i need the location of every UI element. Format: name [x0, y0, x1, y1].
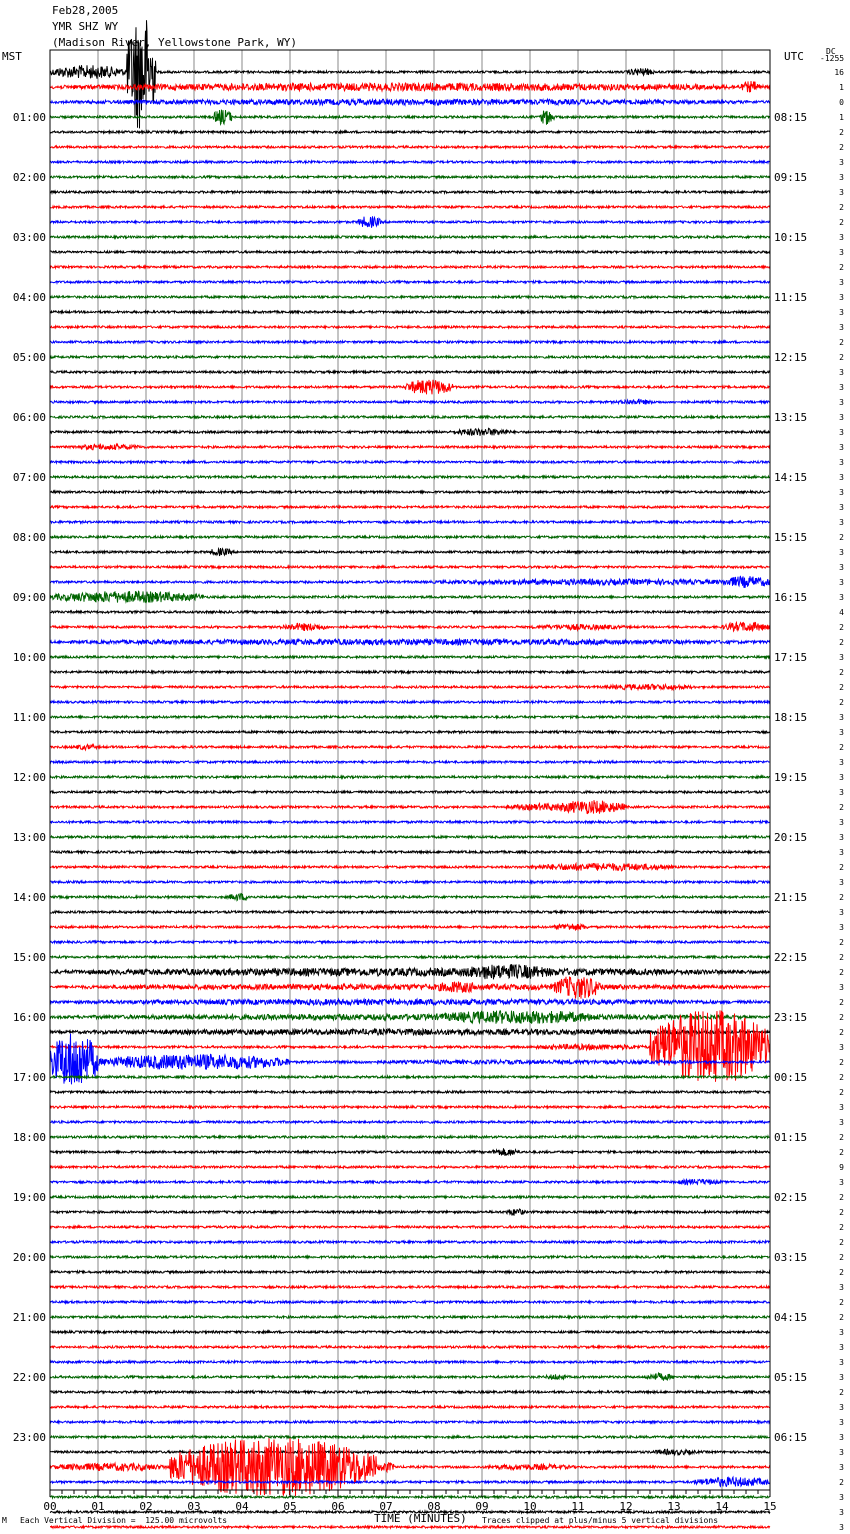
seismic-traces	[50, 20, 770, 1528]
trace-row	[50, 1010, 770, 1081]
right-hour-label: 04:15	[774, 1311, 808, 1324]
trace-row	[50, 1241, 770, 1243]
trace-row	[50, 326, 770, 328]
dc-offset-value: 2	[839, 893, 844, 902]
dc-offset-value: 3	[839, 383, 844, 392]
trace-row	[50, 1121, 770, 1123]
trace-row	[50, 1106, 770, 1108]
dc-offset-value: 3	[839, 278, 844, 287]
left-hour-label: 11:00	[12, 711, 46, 724]
x-tick-label: 02	[139, 1500, 153, 1513]
dc-offset-value: 2	[839, 1058, 844, 1067]
dc-offset-value: 4	[839, 608, 844, 617]
x-tick-label: 13	[667, 1500, 681, 1513]
right-hour-label: 18:15	[774, 711, 808, 724]
dc-offset-value: 3	[839, 1403, 844, 1412]
x-tick-label: 08	[427, 1500, 441, 1513]
left-hour-label: 02:00	[12, 171, 46, 184]
trace-row	[50, 1256, 770, 1258]
right-hour-label: 23:15	[774, 1011, 808, 1024]
trace-row	[50, 1226, 770, 1228]
dc-offset-value: 3	[839, 1343, 844, 1352]
dc-offset-value: 3	[839, 563, 844, 572]
trace-row	[50, 380, 770, 395]
right-hour-label: 09:15	[774, 171, 808, 184]
dc-offset-value: 2	[839, 623, 844, 632]
trace-row	[50, 1271, 770, 1273]
right-hour-label: 10:15	[774, 231, 808, 244]
trace-row	[50, 576, 770, 588]
dc-offset-value: 2	[839, 1013, 844, 1022]
right-hour-label: 13:15	[774, 411, 808, 424]
left-hour-label: 03:00	[12, 231, 46, 244]
trace-row	[50, 281, 770, 283]
dc-offset-value: 2	[839, 1073, 844, 1082]
trace-row	[50, 536, 770, 538]
dc-offset-value: 3	[839, 728, 844, 737]
dc-offset-value: 2	[839, 1208, 844, 1217]
dc-offset-value: 3	[839, 1523, 844, 1532]
left-hour-label: 19:00	[12, 1191, 46, 1204]
dc-offset-value: 3	[839, 428, 844, 437]
trace-row	[50, 216, 770, 227]
left-hour-label: 08:00	[12, 531, 46, 544]
right-hour-label: 12:15	[774, 351, 808, 364]
trace-row	[50, 399, 770, 404]
dc-offset-value: 3	[839, 908, 844, 917]
trace-row	[50, 176, 770, 178]
dc-offset-value: 3	[839, 758, 844, 767]
trace-row	[50, 566, 770, 568]
trace-row	[50, 956, 770, 958]
dc-offset-value: 3	[839, 773, 844, 782]
trace-row	[50, 1136, 770, 1138]
trace-row	[50, 1436, 770, 1438]
trace-row	[50, 1316, 770, 1318]
dc-offset-value: 2	[839, 683, 844, 692]
dc-offset-value: 3	[839, 1358, 844, 1367]
dc-offset-value: 3	[839, 1508, 844, 1517]
dc-offset-value: 2	[839, 743, 844, 752]
trace-row	[50, 745, 770, 751]
x-tick-label: 15	[763, 1500, 777, 1513]
dc-offset-value: 3	[839, 443, 844, 452]
trace-row	[50, 761, 770, 763]
dc-offset-value: 2	[839, 143, 844, 152]
trace-row	[50, 131, 770, 133]
trace-row	[50, 161, 770, 163]
dc-offset-value: 3	[839, 1283, 844, 1292]
trace-row	[50, 731, 770, 733]
right-hour-label: 19:15	[774, 771, 808, 784]
dc-offset-value: 3	[839, 818, 844, 827]
x-tick-label: 07	[379, 1500, 393, 1513]
right-hour-label: 15:15	[774, 531, 808, 544]
left-hour-label: 23:00	[12, 1431, 46, 1444]
dc-offset-value: 16	[834, 68, 844, 77]
left-hour-label: 09:00	[12, 591, 46, 604]
trace-row	[50, 1148, 770, 1156]
dc-offset-value: 3	[839, 518, 844, 527]
dc-offset-value: 2	[839, 1298, 844, 1307]
left-hour-label: 01:00	[12, 111, 46, 124]
right-hour-label: 21:15	[774, 891, 808, 904]
trace-row	[50, 591, 770, 603]
trace-row	[50, 1373, 770, 1381]
right-hour-label: 20:15	[774, 831, 808, 844]
trace-row	[50, 110, 770, 125]
x-tick-label: 06	[331, 1500, 345, 1513]
trace-row	[50, 266, 770, 268]
trace-row	[50, 491, 770, 493]
dc-offset-value: 3	[839, 503, 844, 512]
trace-row	[50, 476, 770, 478]
dc-offset-value: 2	[839, 1133, 844, 1142]
trace-row	[50, 429, 770, 436]
dc-offset-value: 2	[839, 1088, 844, 1097]
x-tick-label: 09	[475, 1500, 489, 1513]
dc-offset-value: 3	[839, 1448, 844, 1457]
left-hour-label: 21:00	[12, 1311, 46, 1324]
trace-row	[50, 1286, 770, 1288]
right-hour-label: 01:15	[774, 1131, 808, 1144]
x-tick-label: 00	[43, 1500, 57, 1513]
dc-offset-value: 3	[839, 398, 844, 407]
trace-row	[50, 800, 770, 814]
dc-offset-value: 1	[839, 113, 844, 122]
corner-mark: M	[2, 1516, 7, 1525]
dc-offset-value: 3	[839, 1118, 844, 1127]
dc-offset-value: 2	[839, 1253, 844, 1262]
trace-row	[50, 1011, 770, 1024]
dc-label: DC	[826, 47, 836, 56]
trace-row	[50, 251, 770, 253]
trace-row	[50, 716, 770, 718]
trace-row	[50, 1076, 770, 1078]
x-tick-label: 14	[715, 1500, 729, 1513]
right-hour-label: 11:15	[774, 291, 808, 304]
dc-offset-value: 2	[839, 863, 844, 872]
trace-row	[50, 146, 770, 148]
dc-offset-value: 3	[839, 1178, 844, 1187]
trace-row	[50, 416, 770, 418]
dc-offset-value: 0	[839, 98, 844, 107]
dc-offset-value: 2	[839, 218, 844, 227]
left-hour-label: 20:00	[12, 1251, 46, 1264]
dc-offset-value: 3	[839, 1493, 844, 1502]
left-hour-label: 06:00	[12, 411, 46, 424]
right-hour-label: 05:15	[774, 1371, 808, 1384]
trace-row	[50, 911, 770, 913]
dc-offset-value: 3	[839, 1463, 844, 1472]
x-tick-label: 03	[187, 1500, 201, 1513]
trace-row	[50, 1391, 770, 1393]
hour-labels	[13, 68, 844, 1532]
dc-offset-value: 3	[839, 983, 844, 992]
scale-note: Each Vertical Division = 125.00 microvolts	[20, 1516, 228, 1525]
dc-offset-value: 3	[839, 848, 844, 857]
dc-offset-value: 3	[839, 233, 844, 242]
trace-row	[50, 821, 770, 823]
trace-row	[50, 851, 770, 853]
left-hour-label: 14:00	[12, 891, 46, 904]
trace-row	[50, 311, 770, 313]
dc-offset-value: 2	[839, 638, 844, 647]
dc-offset-value: 3	[839, 1373, 844, 1382]
trace-row	[50, 656, 770, 658]
dc-offset-value: 2	[839, 998, 844, 1007]
dc-offset-value: 2	[839, 353, 844, 362]
left-hour-label: 10:00	[12, 651, 46, 664]
x-tick-label: 04	[235, 1500, 249, 1513]
dc-offset-value: 3	[839, 878, 844, 887]
x-tick-label: 05	[283, 1500, 297, 1513]
trace-row	[50, 701, 770, 703]
trace-row	[50, 999, 770, 1005]
dc-offset-value: 2	[839, 1028, 844, 1037]
dc-offset-top: -1255	[820, 54, 845, 63]
trace-row	[50, 639, 770, 645]
dc-offset-value: 3	[839, 923, 844, 932]
dc-offset-value: 3	[839, 1103, 844, 1112]
dc-offset-value: 9	[839, 1163, 844, 1172]
trace-row	[50, 356, 770, 358]
x-tick-label: 12	[619, 1500, 633, 1513]
left-hour-label: 15:00	[12, 951, 46, 964]
dc-offset-value: 2	[839, 263, 844, 272]
dc-offset-value: 3	[839, 788, 844, 797]
dc-offset-value: 2	[839, 338, 844, 347]
dc-offset-value: 3	[839, 1433, 844, 1442]
trace-row	[50, 941, 770, 943]
right-zone-label: UTC	[784, 50, 804, 63]
trace-row	[50, 611, 770, 613]
dc-offset-value: 3	[839, 308, 844, 317]
trace-row	[50, 371, 770, 373]
dc-offset-value: 2	[839, 1223, 844, 1232]
right-hour-label: 16:15	[774, 591, 808, 604]
dc-offset-value: 2	[839, 203, 844, 212]
trace-row	[50, 1331, 770, 1333]
trace-row	[50, 444, 770, 450]
header-date: Feb28,2005	[52, 4, 119, 17]
trace-row	[50, 99, 770, 105]
dc-offset-value: 2	[839, 1388, 844, 1397]
trace-row	[50, 1526, 770, 1528]
dc-offset-value: 3	[839, 653, 844, 662]
dc-offset-value: 2	[839, 533, 844, 542]
trace-row	[50, 1449, 770, 1455]
left-hour-label: 16:00	[12, 1011, 46, 1024]
dc-offset-value: 3	[839, 578, 844, 587]
trace-row	[50, 881, 770, 883]
trace-row	[50, 1421, 770, 1423]
dc-offset-value: 2	[839, 1478, 844, 1487]
trace-row	[50, 1361, 770, 1363]
trace-row	[50, 684, 770, 690]
right-hour-label: 08:15	[774, 111, 808, 124]
right-hour-label: 00:15	[774, 1071, 808, 1084]
dc-offset-value: 3	[839, 488, 844, 497]
right-hour-label: 06:15	[774, 1431, 808, 1444]
dc-offset-value: 3	[839, 1043, 844, 1052]
trace-row	[50, 894, 770, 901]
trace-row	[50, 296, 770, 298]
trace-row	[50, 1406, 770, 1408]
right-hour-label: 22:15	[774, 951, 808, 964]
x-axis-ticks	[43, 1490, 776, 1513]
trace-row	[50, 236, 770, 238]
dc-offset-value: 3	[839, 173, 844, 182]
dc-offset-value: 3	[839, 188, 844, 197]
x-tick-label: 01	[91, 1500, 105, 1513]
trace-row	[50, 1209, 770, 1216]
left-hour-label: 17:00	[12, 1071, 46, 1084]
left-hour-label: 07:00	[12, 471, 46, 484]
dc-offset-value: 3	[839, 473, 844, 482]
dc-offset-value: 3	[839, 713, 844, 722]
trace-row	[50, 791, 770, 793]
x-tick-label: 11	[571, 1500, 585, 1513]
trace-row	[50, 1166, 770, 1168]
trace-row	[50, 776, 770, 778]
trace-row	[50, 1438, 770, 1496]
left-hour-label: 22:00	[12, 1371, 46, 1384]
trace-row	[50, 977, 770, 999]
dc-offset-value: 2	[839, 668, 844, 677]
trace-row	[50, 1477, 770, 1486]
trace-row	[50, 1196, 770, 1198]
dc-offset-value: 3	[839, 593, 844, 602]
left-hour-label: 18:00	[12, 1131, 46, 1144]
right-hour-label: 02:15	[774, 1191, 808, 1204]
dc-offset-value: 3	[839, 548, 844, 557]
trace-row	[50, 1091, 770, 1093]
dc-offset-value: 2	[839, 698, 844, 707]
trace-row	[50, 964, 770, 979]
left-hour-label: 13:00	[12, 831, 46, 844]
dc-offset-value: 2	[839, 1148, 844, 1157]
trace-row	[50, 836, 770, 838]
header-station: YMR SHZ WY	[52, 20, 119, 33]
dc-offset-value: 3	[839, 458, 844, 467]
dc-offset-value: 3	[839, 833, 844, 842]
dc-offset-value: 2	[839, 803, 844, 812]
dc-offset-value: 3	[839, 323, 844, 332]
trace-row	[50, 81, 770, 92]
left-hour-label: 12:00	[12, 771, 46, 784]
dc-offset-value: 2	[839, 1238, 844, 1247]
left-hour-label: 05:00	[12, 351, 46, 364]
trace-row	[50, 191, 770, 193]
clip-note: Traces clipped at plus/minus 5 vertical divisions	[482, 1516, 719, 1525]
x-axis-title: TIME (MINUTES)	[374, 1512, 467, 1525]
trace-row	[50, 1301, 770, 1303]
dc-offset-value: 2	[839, 1193, 844, 1202]
right-hour-label: 14:15	[774, 471, 808, 484]
dc-offset-value: 3	[839, 413, 844, 422]
right-hour-label: 03:15	[774, 1251, 808, 1264]
dc-offset-value: 2	[839, 1268, 844, 1277]
dc-offset-value: 3	[839, 368, 844, 377]
left-hour-label: 04:00	[12, 291, 46, 304]
trace-row	[50, 863, 770, 871]
trace-row	[50, 341, 770, 343]
dc-offset-value: 2	[839, 953, 844, 962]
trace-row	[50, 521, 770, 523]
trace-row	[50, 548, 770, 556]
dc-offset-value: 2	[839, 1313, 844, 1322]
dc-offset-value: 3	[839, 1328, 844, 1337]
dc-offset-value: 3	[839, 1418, 844, 1427]
trace-row	[50, 1179, 770, 1184]
trace-row	[50, 623, 770, 632]
trace-row	[50, 506, 770, 508]
dc-offset-value: 3	[839, 158, 844, 167]
trace-row	[50, 1346, 770, 1348]
dc-offset-value: 2	[839, 968, 844, 977]
dc-offset-value: 1	[839, 83, 844, 92]
dc-offset-value: 2	[839, 938, 844, 947]
left-zone-label: MST	[2, 50, 22, 63]
dc-offset-value: 2	[839, 128, 844, 137]
x-tick-label: 10	[523, 1500, 537, 1513]
right-hour-label: 17:15	[774, 651, 808, 664]
dc-offset-value: 3	[839, 293, 844, 302]
trace-row	[50, 1496, 770, 1498]
trace-row	[50, 206, 770, 208]
dc-offset-value: 3	[839, 248, 844, 257]
trace-row	[50, 461, 770, 463]
trace-row	[50, 924, 770, 931]
trace-row	[50, 671, 770, 673]
header-location: (Madison River, Yellowstone Park, WY)	[52, 36, 298, 49]
